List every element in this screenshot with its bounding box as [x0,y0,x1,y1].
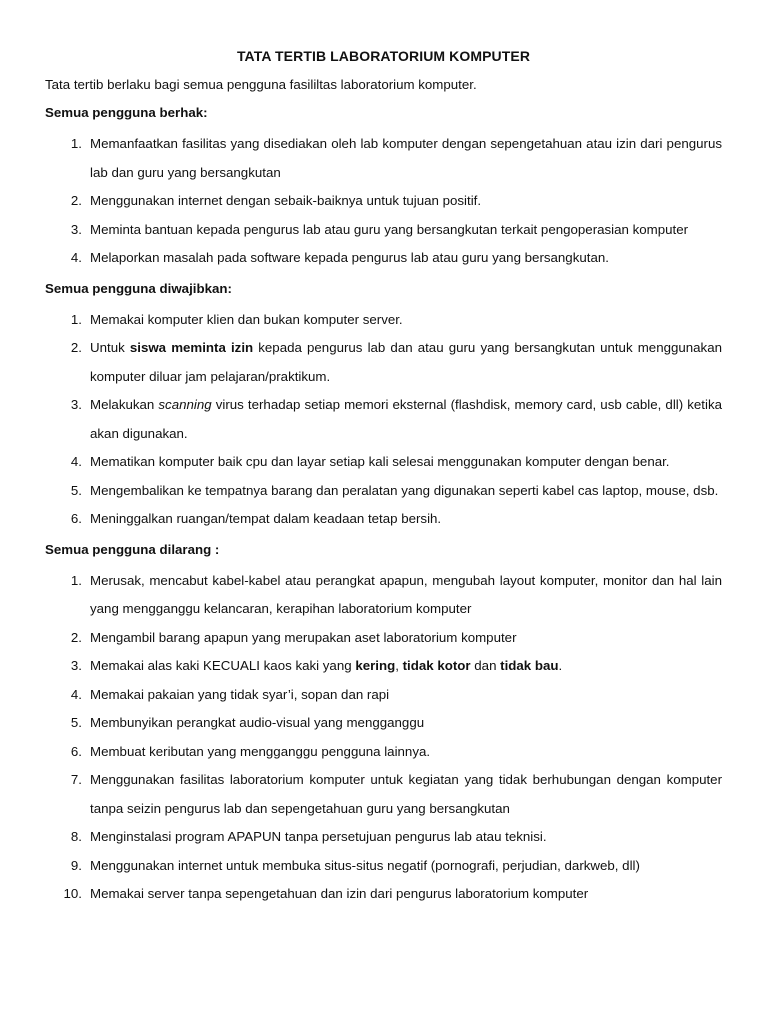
section-heading: Semua pengguna diwajibkan: [45,280,232,296]
document-title: TATA TERTIB LABORATORIUM KOMPUTER [236,48,531,64]
text-run: Membuat keributan yang mengganggu pengguna lainnya. [90,743,431,759]
text-run: Mengambil barang apapun yang merupakan aset laboratorium komputer [90,629,517,645]
bold-text: kering [355,658,396,673]
list-item-text [90,505,722,534]
list-item-text [90,391,722,448]
bold-text: siswa meminta izin [129,340,254,355]
list-item [45,216,722,245]
list-item-text [90,766,722,823]
list-item-number: 8. [70,829,82,844]
list-item-number: 9. [70,857,82,873]
text-run: Melaporkan masalah pada software kepada pengurus lab atau guru yang bersangkutan. [90,250,609,265]
text-run: Memakai server tanpa sepengetahuan dan izin dari pengurus laboratorium komputer [90,886,589,901]
text-run: Membunyikan perangkat audio-visual yang mengganggu [90,715,425,730]
list-item [45,187,722,216]
list-item [45,681,722,710]
text-run: Memakai pakaian yang tidak syar’i, sopan dan rapi [90,686,390,702]
intro-paragraph: Tata tertib berlaku bagi semua pengguna fasililtas laboratorium komputer. [45,77,477,92]
text-run: Mematikan komputer baik cpu dan layar setiap kali selesai menggunakan komputer dengan benar. [90,454,670,469]
list-item-number: 1. [70,572,82,588]
list-item-text [90,334,722,391]
list-item [45,505,722,534]
list-item [45,448,722,477]
list-item-text [90,738,722,767]
text-run: Meminta bantuan kepada pengurus lab atau guru yang bersangkutan terkait pengoperasian komputer [90,221,689,237]
list-item [45,766,722,823]
section-heading: Semua pengguna berhak: [45,105,208,120]
list-item-text [90,681,722,710]
list-item-number: 6. [70,743,82,759]
list-item-text [90,130,722,187]
text-run: Melakukan [90,397,159,412]
list-item-text [90,244,722,273]
list-item-number: 1. [70,311,82,327]
list-item [45,477,722,506]
italic-text: scanning [158,397,212,412]
list-item-text [90,187,722,216]
text-run: Memanfaatkan fasilitas yang disediakan oleh lab komputer dengan sepengetahuan atau izin dari pengurus lab dan guru yang bersangkutan [90,136,722,180]
bold-text: tidak bau [500,658,559,673]
rules-sections [45,105,722,909]
list-item [45,823,722,852]
list-item-text [90,709,722,738]
list-item-number: 10. [63,886,82,901]
list-item-number: 4. [70,686,82,702]
list-item-text [90,624,722,653]
text-run: Meninggalkan ruangan/tempat dalam keadaan tetap bersih. [90,511,442,526]
text-run: Untuk [90,340,130,355]
text-run: Merusak, mencabut kabel-kabel atau perangkat apapun, mengubah layout komputer, monitor dan hal lain yang mengganggu kelancaran, kerapihan laboratorium komputer [90,572,722,616]
list-item [45,624,722,653]
rules-list [45,306,722,534]
rules-list [45,567,722,909]
list-item-number: 3. [70,658,82,673]
list-item-text [90,448,722,477]
bold-text: tidak kotor [402,658,471,673]
list-item [45,567,722,624]
list-item-number: 6. [70,511,82,526]
list-item-number: 3. [70,221,82,237]
list-item [45,391,722,448]
list-item-text [90,216,722,245]
text-run: Menginstalasi program APAPUN tanpa persetujuan pengurus lab atau teknisi. [90,829,547,844]
text-run: Menggunakan internet dengan sebaik-baiknya untuk tujuan positif. [90,193,482,208]
list-item-number: 4. [70,454,82,469]
list-item-text [90,852,722,881]
list-item-text [90,823,722,852]
list-item-text [90,880,722,909]
list-item-number: 7. [70,772,82,787]
list-item-number: 5. [70,482,82,498]
section-heading: Semua pengguna dilarang : [45,541,220,557]
text-run: dan [470,658,501,673]
list-item-text [90,477,722,506]
list-item-number: 2. [70,340,82,355]
list-item-number: 3. [70,397,82,412]
text-run: Memakai komputer klien dan bukan komputer server. [90,311,403,327]
text-run: Memakai alas kaki KECUALI kaos kaki yang [90,658,356,673]
list-item [45,738,722,767]
list-item [45,306,722,335]
text-run: Menggunakan internet untuk membuka situs-situs negatif (pornografi, perjudian, darkweb, dll) [90,857,640,873]
text-run: , [395,658,403,673]
list-item [45,334,722,391]
list-item-number: 4. [70,250,82,265]
rules-list [45,130,722,273]
list-item [45,130,722,187]
text-run: virus terhadap setiap memori eksternal (flashdisk, memory card, usb cable, dll) ketika akan digunakan. [90,397,722,441]
text-run: Mengembalikan ke tempatnya barang dan peralatan yang digunakan seperti kabel cas laptop, mouse, dsb. [90,482,719,498]
list-item [45,244,722,273]
list-item-number: 5. [70,715,82,730]
list-item [45,880,722,909]
list-item [45,852,722,881]
list-item-number: 1. [70,136,82,151]
list-item-number: 2. [70,193,82,208]
list-item-text [90,306,722,335]
list-item-text [90,652,722,681]
list-item [45,652,722,681]
list-item [45,709,722,738]
list-item-text [90,567,722,624]
text-run: . [558,658,563,673]
list-item-number: 2. [70,629,82,645]
text-run: Menggunakan fasilitas laboratorium komputer untuk kegiatan yang tidak berhubungan dengan komputer tanpa seizin pengurus lab dan sepengetahuan guru yang bersangkutan [90,772,722,816]
text-run: kepada pengurus lab dan atau guru yang bersangkutan untuk menggunakan komputer diluar jam pelajaran/praktikum. [90,340,722,384]
